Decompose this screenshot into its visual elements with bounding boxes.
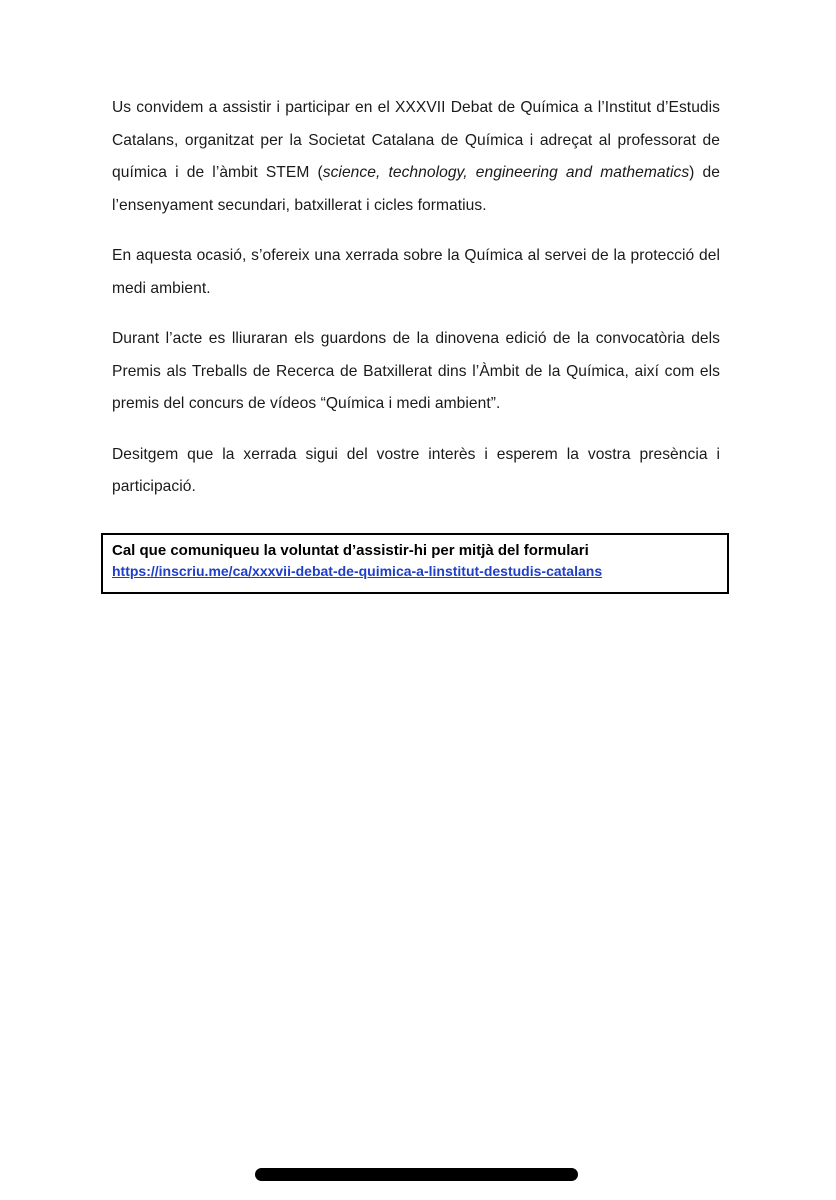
- talk-text: En aquesta ocasió, s’ofereix una xerrada sobre la Química al servei de la protecció del medi ambient.: [112, 247, 720, 297]
- invitation-text: Us convidem a assistir i participar en el XXXVII Debat de Química a l’Institut d’Estudis Catalans, organitzat per la Societat Catalana de Química i adreçat al professorat de química i de l’àmbit STEM (: [112, 99, 720, 181]
- registration-notice-text: Cal que comuniqueu la voluntat d’assistir-hi per mitjà del formulari: [112, 542, 589, 559]
- paragraph-invitation: [112, 92, 720, 222]
- registration-notice-box: [101, 533, 729, 594]
- invitation-text-end: ) de l’ensenyament secundari, batxillerat i cicles formatius.: [112, 164, 720, 214]
- home-indicator-bar[interactable]: [255, 1168, 578, 1181]
- paragraph-closing: [112, 439, 720, 504]
- awards-text: Durant l’acte es lliuraran els guardons de la dinovena edició de la convocatòria dels Premis als Treballs de Recerca de Batxillerat dins l’Àmbit de la Química, així com els premis del concurs de vídeos “Química i medi ambient”.: [112, 330, 720, 412]
- paragraph-talk: [112, 240, 720, 305]
- paragraph-awards: [112, 323, 720, 421]
- document-body: [112, 92, 720, 504]
- stem-expansion: science, technology, engineering and mathematics: [322, 164, 690, 181]
- registration-form-link[interactable]: https://inscriu.me/ca/xxxvii-debat-de-quimica-a-linstitut-destudis-catalans: [112, 563, 603, 579]
- closing-text: Desitgem que la xerrada sigui del vostre interès i esperem la vostra presència i participació.: [112, 445, 720, 495]
